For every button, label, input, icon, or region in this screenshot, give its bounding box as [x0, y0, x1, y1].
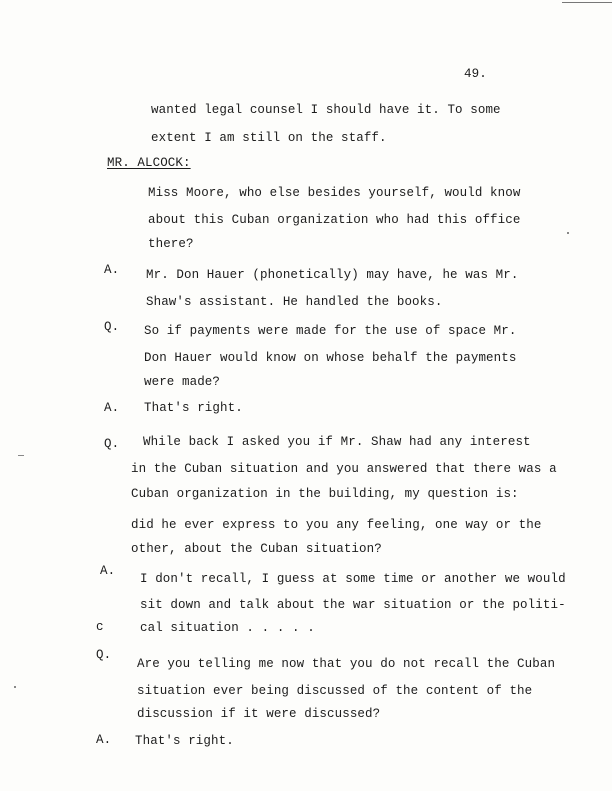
answer-marker: A.: [100, 564, 116, 578]
transcript-line: cal situation . . . . .: [140, 621, 315, 635]
transcript-line: about this Cuban organization who had this office: [148, 213, 521, 227]
margin-mark: c: [96, 620, 104, 634]
transcript-line: wanted legal counsel I should have it. To some: [151, 103, 501, 117]
transcript-line: So if payments were made for the use of space Mr.: [144, 324, 517, 338]
transcript-line: Are you telling me now that you do not recall the Cuban: [137, 657, 556, 671]
transcript-line: did he ever express to you any feeling, one way or the: [131, 518, 542, 532]
answer-marker: A.: [104, 401, 120, 415]
transcript-line: Don Hauer would know on whose behalf the payments: [144, 351, 517, 365]
transcript-line: sit down and talk about the war situation or the politi-: [140, 598, 566, 612]
transcript-line: discussion if it were discussed?: [137, 707, 381, 721]
transcript-line: I don't recall, I guess at some time or another we would: [140, 572, 566, 586]
transcript-line: That's right.: [144, 401, 243, 415]
transcript-line: Shaw's assistant. He handled the books.: [146, 295, 443, 309]
transcript-line: That's right.: [135, 734, 234, 748]
transcript-line: While back I asked you if Mr. Shaw had any interest: [143, 435, 531, 449]
scan-speck: [567, 232, 569, 234]
answer-marker: A.: [104, 263, 120, 277]
transcript-line: Cuban organization in the building, my question is:: [131, 487, 519, 501]
transcript-line: other, about the Cuban situation?: [131, 542, 382, 556]
transcript-line: Miss Moore, who else besides yourself, would know: [148, 186, 521, 200]
transcript-line: extent I am still on the staff.: [151, 131, 387, 145]
speaker-heading: MR. ALCOCK:: [107, 156, 191, 170]
page-number: 49.: [464, 67, 487, 81]
transcript-line: there?: [148, 237, 194, 251]
scan-speck: [18, 455, 24, 456]
scan-speck: [14, 686, 16, 688]
question-marker: Q.: [104, 437, 120, 451]
answer-marker: A.: [96, 733, 112, 747]
transcript-line: were made?: [144, 375, 221, 389]
transcript-line: in the Cuban situation and you answered that there was a: [131, 462, 557, 476]
transcript-line: Mr. Don Hauer (phonetically) may have, he was Mr.: [146, 268, 519, 282]
question-marker: Q.: [104, 320, 120, 334]
question-marker: Q.: [96, 648, 112, 662]
top-edge-rule: [562, 2, 612, 3]
transcript-line: situation ever being discussed of the content of the: [137, 684, 533, 698]
